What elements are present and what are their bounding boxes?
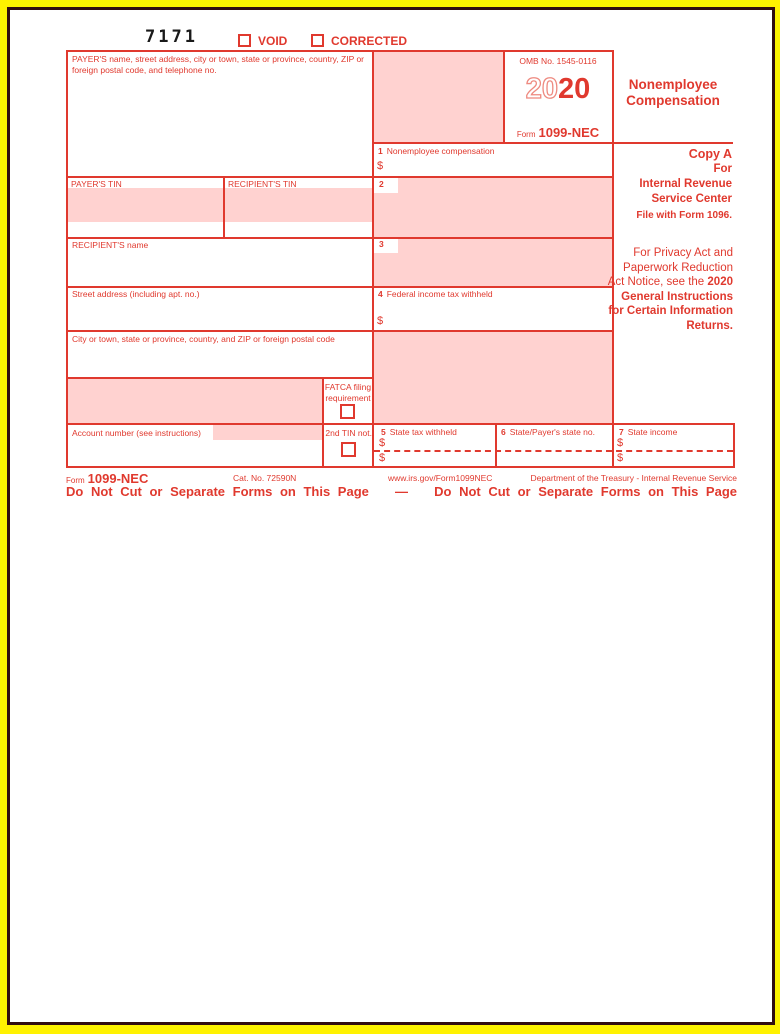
- shaded-fatca-row: [66, 378, 322, 423]
- account-number-label: Account number (see instructions): [72, 428, 201, 438]
- omb-number: OMB No. 1545-0116: [519, 56, 597, 66]
- box5-dollar-sign-2: $: [379, 452, 386, 464]
- box7-dollar-sign-2: $: [617, 452, 624, 464]
- box4-dollar-sign: $: [377, 315, 384, 327]
- form-year-outline: 20: [525, 73, 558, 105]
- second-tin-label: 2nd TIN not.: [325, 428, 372, 438]
- box4-number: 4: [378, 289, 383, 299]
- payer-info-label: PAYER'S name, street address, city or town, state or province, country, ZIP or foreign postal code, and telephone no.: [72, 54, 365, 75]
- box4-text: Federal income tax withheld: [386, 289, 493, 299]
- do-not-cut-right: Do Not Cut or Separate Forms on This Page: [434, 484, 737, 499]
- copy-a-line: Service Center: [651, 193, 732, 205]
- fatca-label-line2: requirement: [325, 392, 371, 403]
- grid-line-v: [495, 423, 497, 468]
- grid-line-h: [66, 423, 733, 425]
- shaded-box-3: [372, 237, 612, 286]
- copy-a-line: Internal Revenue: [639, 178, 732, 190]
- form-title: [610, 77, 736, 109]
- box5-label: [381, 427, 457, 438]
- copy-a-block: [611, 147, 732, 206]
- void-label: VOID: [258, 34, 288, 48]
- grid-line-h: [66, 50, 612, 52]
- box6-text: State/Payer's state no.: [509, 427, 595, 437]
- box6-number: 6: [501, 427, 506, 437]
- box7-label: [619, 427, 677, 438]
- grid-line-h: [66, 237, 612, 239]
- state-boxes-dashed-line: [374, 450, 733, 452]
- do-not-cut-row: [66, 484, 737, 499]
- grid-line-v: [733, 423, 735, 468]
- street-address-label: Street address (including apt. no.): [72, 289, 200, 299]
- void-checkbox[interactable]: [238, 34, 251, 47]
- form-word: Form: [516, 130, 536, 139]
- box1-dollar-sign: $: [377, 160, 384, 172]
- copy-a-line: Copy A: [688, 147, 732, 161]
- box7-dollar-sign-1: $: [617, 437, 624, 449]
- form-number-block: [503, 124, 613, 142]
- do-not-cut-left: Do Not Cut or Separate Forms on This Page: [66, 484, 369, 499]
- privacy-note-regular: For Privacy Act and Paperwork Reduction Act Notice, see the: [607, 247, 733, 288]
- payer-tin-label: PAYER'S TIN: [71, 179, 122, 189]
- shaded-box-2: [372, 177, 612, 237]
- box7-text: State income: [627, 427, 678, 437]
- fatca-label-line1: FATCA filing: [324, 382, 372, 392]
- privacy-note-bold: 2020 General Instructions for Certain Information Returns.: [608, 276, 733, 332]
- form-title-line2: Compensation: [626, 93, 720, 108]
- box1-number: 1: [378, 146, 383, 156]
- grid-line-h: [66, 466, 733, 468]
- department-label: Department of the Treasury - Internal Revenue Service: [530, 473, 737, 483]
- box5-number: 5: [381, 427, 386, 437]
- grid-line-h: [66, 286, 612, 288]
- form-year-solid: 20: [558, 73, 591, 105]
- shaded-tin-band: [66, 188, 372, 222]
- fatca-checkbox[interactable]: [340, 404, 355, 419]
- grid-line-h: [372, 142, 733, 144]
- corrected-label: CORRECTED: [331, 34, 408, 48]
- shaded-box-top-right: [372, 50, 503, 143]
- city-label: City or town, state or province, country, and ZIP or foreign postal code: [72, 334, 335, 344]
- second-tin-checkbox[interactable]: [341, 442, 356, 457]
- box6-label: [501, 427, 595, 438]
- print-code: 7171: [145, 27, 198, 47]
- box5-dollar-sign-1: $: [379, 437, 386, 449]
- box7-number: 7: [619, 427, 624, 437]
- grid-line-h: [66, 176, 612, 178]
- copy-a-line: For: [713, 163, 732, 175]
- shaded-account-band: [213, 424, 322, 440]
- box3-number: 3: [374, 238, 398, 253]
- irs-url: www.irs.gov/Form1099NEC: [388, 473, 493, 483]
- recipient-tin-label: RECIPIENT'S TIN: [228, 179, 297, 189]
- form-number: 1099-NEC: [538, 125, 600, 140]
- corrected-checkbox[interactable]: [311, 34, 324, 47]
- privacy-act-note: [606, 246, 733, 333]
- box4-label: [378, 289, 493, 300]
- recipient-name-label: RECIPIENT'S name: [72, 240, 149, 250]
- grid-line-h: [66, 377, 374, 379]
- grid-line-v: [66, 50, 68, 468]
- fatca-label: [322, 382, 374, 403]
- grid-line-v: [223, 177, 225, 237]
- shaded-box-mid: [372, 331, 612, 423]
- grid-line-v: [372, 50, 374, 468]
- box5-text: State tax withheld: [389, 427, 457, 437]
- footer-form-word: Form: [66, 476, 85, 485]
- grid-line-h: [66, 330, 612, 332]
- catalog-number: Cat. No. 72590N: [233, 473, 297, 483]
- box2-number: 2: [374, 178, 398, 193]
- file-with-note: File with Form 1096.: [636, 210, 732, 221]
- form-title-line1: Nonemployee: [628, 77, 718, 92]
- form-year: [503, 73, 613, 106]
- footer-form-num: 1099-NEC: [87, 471, 149, 486]
- box1-text: Nonemployee compensation: [386, 146, 495, 156]
- do-not-cut-dash: —: [395, 484, 408, 499]
- box1-label: [378, 146, 494, 157]
